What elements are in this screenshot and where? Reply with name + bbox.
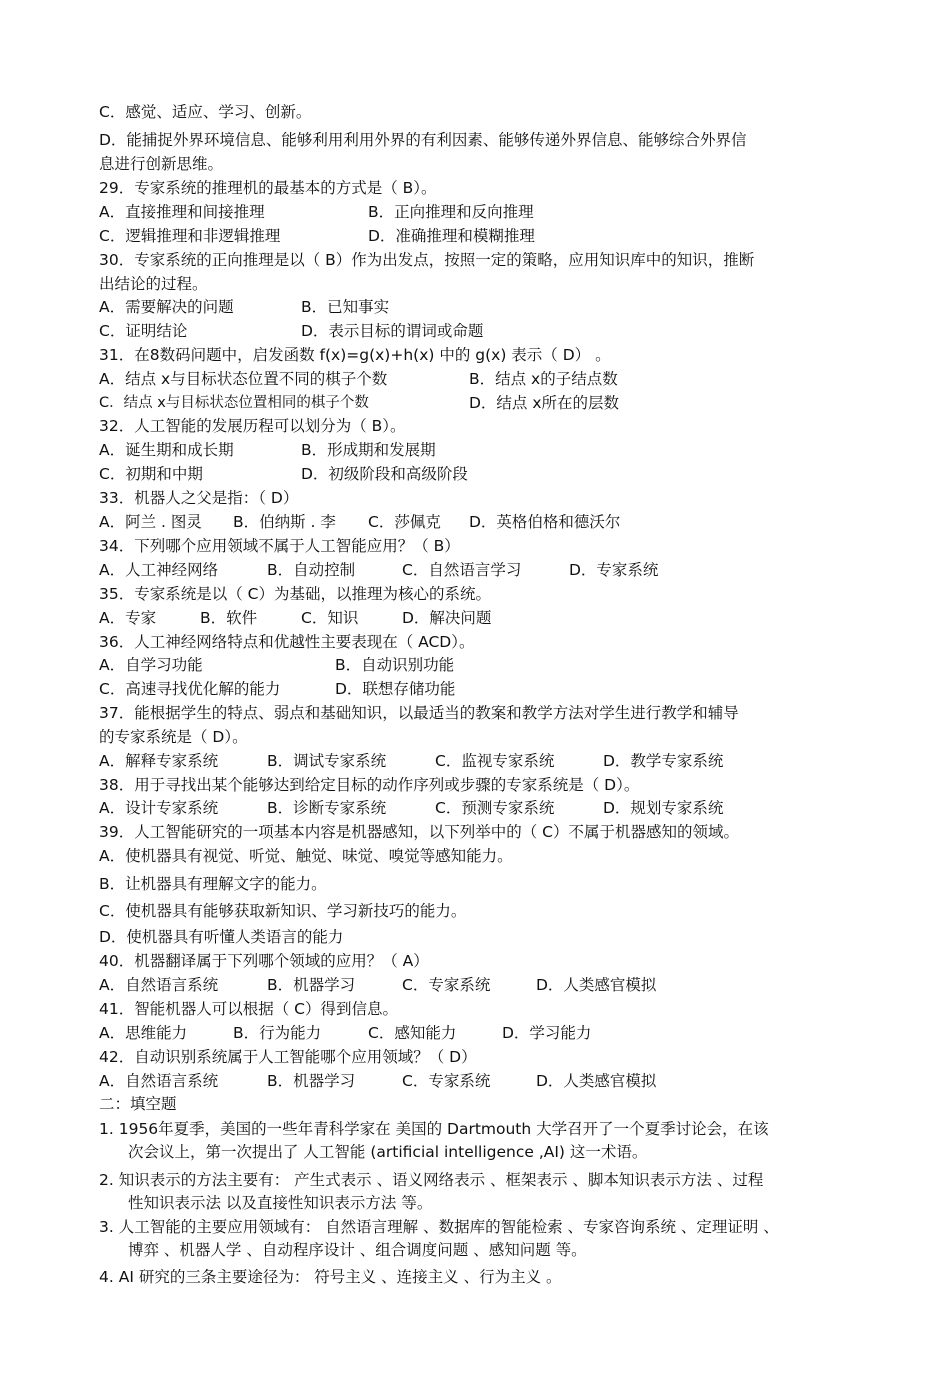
- q40-option-c: C．专家系统: [402, 976, 491, 994]
- q33-option-a: A．阿兰 . 图灵: [99, 513, 202, 531]
- q33-option-c: C．莎佩克: [368, 513, 441, 531]
- fill-in-1: 1. 1956年夏季，美国的一些年青科学家在 美国的 Dartmouth 大学召开了一个夏季讨论会，在该: [99, 1120, 769, 1138]
- q35-option-a: A．专家: [99, 609, 157, 627]
- q38-option-a: A．设计专家系统: [99, 799, 219, 817]
- q37-option-b: B．调试专家系统: [267, 752, 387, 770]
- q36-option-b: B．自动识别功能: [335, 656, 455, 674]
- q34-option-b: B．自动控制: [267, 561, 356, 579]
- q35-option-b: B．软件: [200, 609, 258, 627]
- q31-option-b: B．结点 x的子结点数: [469, 370, 618, 388]
- q31-option-d: D．结点 x所在的层数: [469, 394, 620, 412]
- q37-option-a: A．解释专家系统: [99, 752, 219, 770]
- option-line: D．能捕捉外界环境信息、能够利用利用外界的有利因素、能够传递外界信息、能够综合外界信: [99, 131, 747, 149]
- q39-option-b: B．让机器具有理解文字的能力。: [99, 875, 327, 893]
- option-line: C．感觉、适应、学习、创新。: [99, 103, 312, 121]
- q35-option-c: C．知识: [301, 609, 359, 627]
- fill-in-2: 2. 知识表示的方法主要有： 产生式表示 、语义网络表示 、框架表示 、脚本知识表示方法 、过程: [99, 1171, 764, 1189]
- q42-option-d: D．人类感官模拟: [536, 1072, 657, 1090]
- q38-option-d: D．规划专家系统: [603, 799, 724, 817]
- q38-option-c: C．预测专家系统: [435, 799, 555, 817]
- q32-option-b: B．形成期和发展期: [301, 441, 436, 459]
- q42-option-a: A．自然语言系统: [99, 1072, 219, 1090]
- q41-option-a: A．思维能力: [99, 1024, 188, 1042]
- q36-option-c: C．高速寻找优化解的能力: [99, 680, 281, 698]
- q41-option-b: B．行为能力: [233, 1024, 322, 1042]
- q33-option-d: D．英格伯格和德沃尔: [469, 513, 621, 531]
- q30-option-b: B．已知事实: [301, 298, 390, 316]
- q31-option-c: C．结点 x与目标状态位置相同的棋子个数: [99, 395, 369, 411]
- question-30-continued: 出结论的过程。: [99, 275, 208, 293]
- fill-in-1-continued: 次会议上，第一次提出了 人工智能 (artificial intelligence ,AI) 这一术语。: [128, 1143, 648, 1161]
- question-40: 40．机器翻译属于下列哪个领域的应用？（ A）: [99, 952, 429, 970]
- question-42: 42．自动识别系统属于人工智能哪个应用领域？（ D）: [99, 1048, 477, 1066]
- q39-option-c: C．使机器具有能够获取新知识、学习新技巧的能力。: [99, 902, 467, 920]
- question-39: 39．人工智能研究的一项基本内容是机器感知，以下列举中的（ C）不属于机器感知的领域。: [99, 823, 739, 841]
- q40-option-b: B．机器学习: [267, 976, 356, 994]
- question-29: 29．专家系统的推理机的最基本的方式是（ B）。: [99, 179, 437, 197]
- q30-option-d: D．表示目标的谓词或命题: [301, 322, 484, 340]
- q37-option-d: D．教学专家系统: [603, 752, 724, 770]
- fill-in-3: 3. 人工智能的主要应用领域有： 自然语言理解 、数据库的智能检索 、专家咨询系统 、定理证明 、: [99, 1218, 779, 1236]
- question-35: 35．专家系统是以（ C）为基础，以推理为核心的系统。: [99, 585, 491, 603]
- fill-in-3-continued: 博弈 、机器人学 、自动程序设计 、组合调度问题 、感知问题 等。: [128, 1241, 587, 1259]
- question-41: 41．智能机器人可以根据（ C）得到信息。: [99, 1000, 398, 1018]
- q40-option-d: D．人类感官模拟: [536, 976, 657, 994]
- q42-option-c: C．专家系统: [402, 1072, 491, 1090]
- q34-option-d: D．专家系统: [569, 561, 659, 579]
- q29-option-d: D．准确推理和模糊推理: [368, 227, 535, 245]
- q33-option-b: B．伯纳斯 . 李: [233, 513, 336, 531]
- question-37: 37．能根据学生的特点、弱点和基础知识，以最适当的教案和教学方法对学生进行教学和辅导: [99, 704, 739, 722]
- q32-option-a: A．诞生期和成长期: [99, 441, 234, 459]
- q30-option-a: A．需要解决的问题: [99, 298, 234, 316]
- q32-option-d: D．初级阶段和高级阶段: [301, 465, 468, 483]
- q36-option-a: A．自学习功能: [99, 656, 203, 674]
- q41-option-d: D．学习能力: [502, 1024, 592, 1042]
- q38-option-b: B．诊断专家系统: [267, 799, 387, 817]
- option-line-continued: 息进行创新思维。: [99, 155, 224, 173]
- q34-option-c: C．自然语言学习: [402, 561, 522, 579]
- q34-option-a: A．人工神经网络: [99, 561, 219, 579]
- q30-option-c: C．证明结论: [99, 322, 188, 340]
- q35-option-d: D．解决问题: [402, 609, 492, 627]
- question-32: 32．人工智能的发展历程可以划分为（ B）。: [99, 417, 406, 435]
- q32-option-c: C．初期和中期: [99, 465, 203, 483]
- q29-option-a: A．直接推理和间接推理: [99, 203, 265, 221]
- question-37-continued: 的专家系统是（ D）。: [99, 728, 248, 746]
- q31-option-a: A．结点 x与目标状态位置不同的棋子个数: [99, 370, 388, 388]
- section-heading-fill-in: 二：填空题: [99, 1095, 177, 1113]
- question-38: 38．用于寻找出某个能够达到给定目标的动作序列或步骤的专家系统是（ D）。: [99, 776, 640, 794]
- question-34: 34．下列哪个应用领域不属于人工智能应用？（ B）: [99, 537, 460, 555]
- q39-option-d: D．使机器具有听懂人类语言的能力: [99, 928, 344, 946]
- q37-option-c: C．监视专家系统: [435, 752, 555, 770]
- fill-in-4: 4. AI 研究的三条主要途径为： 符号主义 、连接主义 、行为主义 。: [99, 1268, 562, 1286]
- q29-option-c: C．逻辑推理和非逻辑推理: [99, 227, 281, 245]
- question-36: 36．人工神经网络特点和优越性主要表现在（ ACD）。: [99, 633, 475, 651]
- q29-option-b: B．正向推理和反向推理: [368, 203, 534, 221]
- q41-option-c: C．感知能力: [368, 1024, 457, 1042]
- q42-option-b: B．机器学习: [267, 1072, 356, 1090]
- question-31: 31．在8数码问题中，启发函数 f(x)=g(x)+h(x) 中的 g(x) 表示（ D） 。: [99, 346, 611, 364]
- q40-option-a: A．自然语言系统: [99, 976, 219, 994]
- question-33: 33．机器人之父是指：（ D）: [99, 489, 299, 507]
- q39-option-a: A．使机器具有视觉、听觉、触觉、味觉、嗅觉等感知能力。: [99, 847, 513, 865]
- q36-option-d: D．联想存储功能: [335, 680, 456, 698]
- question-30: 30．专家系统的正向推理是以（ B）作为出发点，按照一定的策略，应用知识库中的知识，推断: [99, 251, 755, 269]
- fill-in-2-continued: 性知识表示法 以及直接性知识表示方法 等。: [128, 1194, 433, 1212]
